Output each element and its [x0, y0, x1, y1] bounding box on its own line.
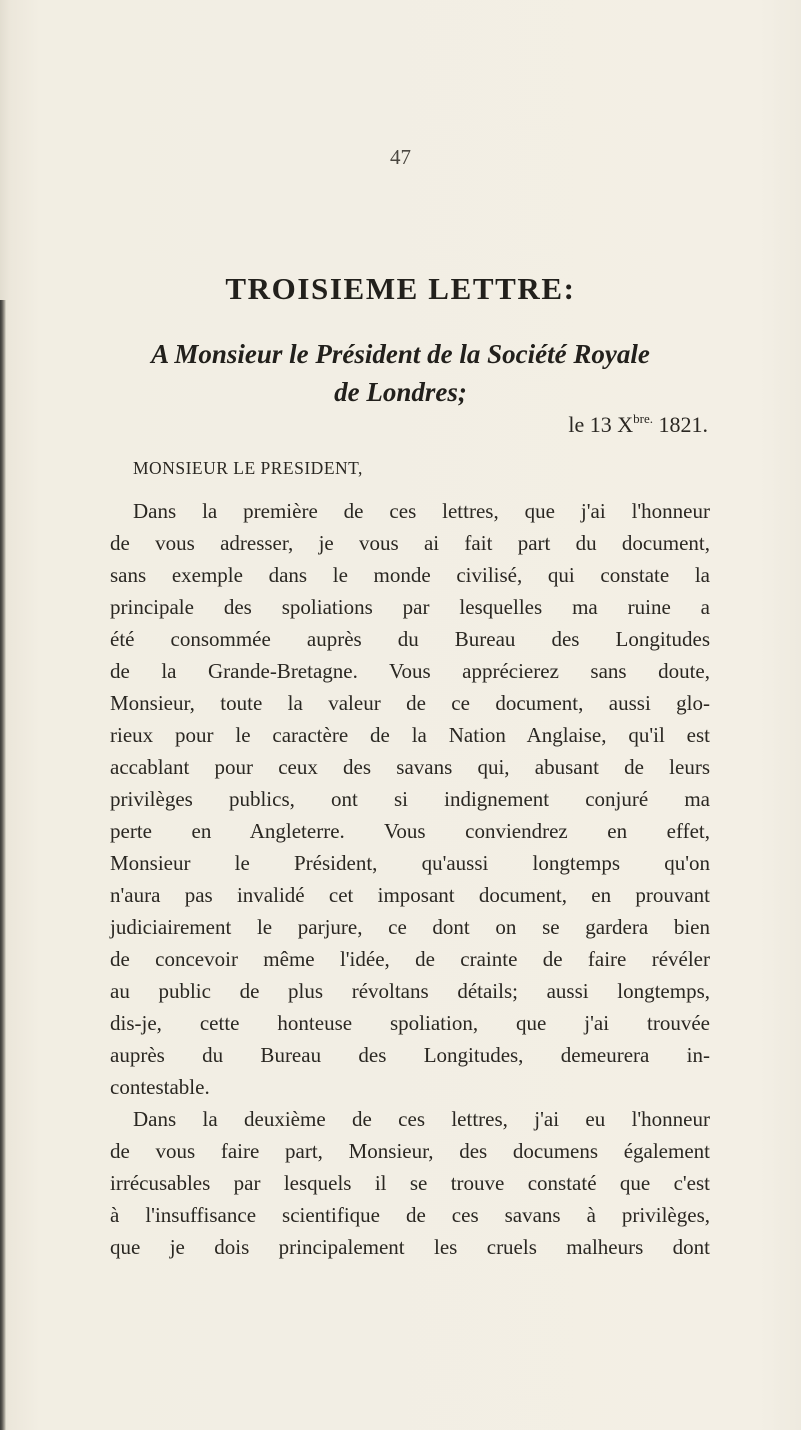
- page-gutter-shadow: [0, 300, 6, 1430]
- body-line: rieux pour le caractère de la Nation Anglaise, qu'il est: [110, 723, 710, 747]
- body-line: Dans la première de ces lettres, que j'ai l'honneur: [133, 499, 710, 523]
- body-line: été consommée auprès du Bureau des Longitudes: [110, 627, 710, 651]
- body-line: n'aura pas invalidé cet imposant document, en prouvant: [110, 883, 710, 907]
- letter-dateline: [568, 411, 708, 438]
- body-line: de concevoir même l'idée, de crainte de faire révéler: [110, 947, 710, 971]
- body-line: Dans la deuxième de ces lettres, j'ai eu l'honneur: [133, 1107, 710, 1131]
- body-line: judiciairement le parjure, ce dont on se gardera bien: [110, 915, 710, 939]
- body-line: Monsieur, toute la valeur de ce document, aussi glo-: [110, 691, 710, 715]
- dateline-year: 1821.: [653, 412, 708, 437]
- body-line: à l'insuffisance scientifique de ces savans à privilèges,: [110, 1203, 710, 1227]
- dateline-prefix: le 13 X: [568, 412, 634, 437]
- page-number: 47: [390, 145, 411, 169]
- body-line: sans exemple dans le monde civilisé, qui constate la: [110, 563, 710, 587]
- dateline-superscript: bre.: [633, 411, 653, 426]
- body-line: irrécusables par lesquels il se trouve constaté que c'est: [110, 1171, 710, 1195]
- body-line: contestable.: [110, 1075, 210, 1099]
- body-line: de la Grande-Bretagne. Vous apprécierez sans doute,: [110, 659, 710, 683]
- salutation: MONSIEUR LE PRESIDENT,: [133, 458, 363, 478]
- letter-body: [110, 495, 710, 1263]
- body-line: de vous faire part, Monsieur, des documens également: [110, 1139, 710, 1163]
- body-line: accablant pour ceux des savans qui, abusant de leurs: [110, 755, 710, 779]
- body-line: Monsieur le Président, qu'aussi longtemps qu'on: [110, 851, 710, 875]
- body-line: principale des spoliations par lesquelles ma ruine a: [110, 595, 710, 619]
- body-line: dis-je, cette honteuse spoliation, que j'ai trouvée: [110, 1011, 710, 1035]
- address-line-1: A Monsieur le Président de la Société Royale: [151, 339, 650, 369]
- body-line: perte en Angleterre. Vous conviendrez en effet,: [110, 819, 710, 843]
- letter-title: TROISIEME LETTRE:: [225, 271, 576, 306]
- body-line: au public de plus révoltans détails; aussi longtemps,: [110, 979, 710, 1003]
- address-line-2: de Londres;: [334, 377, 467, 407]
- body-line: privilèges publics, ont si indignement conjuré ma: [110, 787, 710, 811]
- body-line: de vous adresser, je vous ai fait part du document,: [110, 531, 710, 555]
- letter-address: [0, 335, 801, 411]
- body-line: que je dois principalement les cruels malheurs dont: [110, 1235, 710, 1259]
- body-line: auprès du Bureau des Longitudes, demeurera in-: [110, 1043, 710, 1067]
